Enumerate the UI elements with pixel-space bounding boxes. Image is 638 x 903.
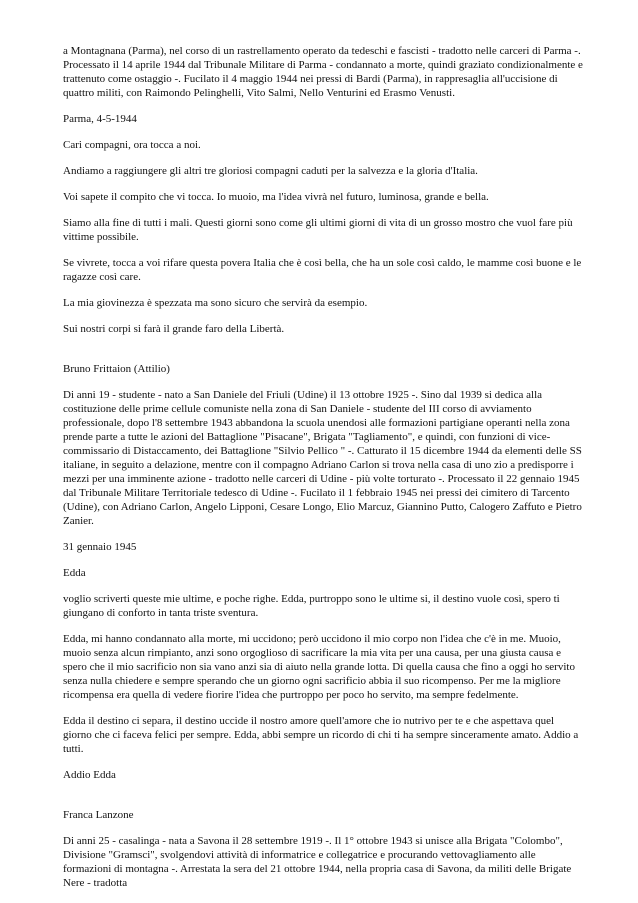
paragraph-letter-body: Se vivrete, tocca a voi rifare questa povera Italia che è così bella, che ha un sole così caldo, le mamme così buone e le ragazze così care. xyxy=(63,257,582,283)
paragraph-letter-closing: Sui nostri corpi si farà il grande faro della Libertà. xyxy=(63,323,285,335)
document-page xyxy=(63,44,583,902)
paragraph-biography-intro: a Montagnana (Parma), nel corso di un rastrellamento operato da tedeschi e fascisti - tradotto nelle carceri di Parma -. Processato il 14 aprile 1944 dal Tribunale Militare di Parma - condannato a morte, quindi graziato condizionalmente e trattenuto come ostaggio -. Fucilato il 4 maggio 1944 nei pressi di Bardi (Parma), in rappresaglia all'uccisione di quattro militi, con Raimondo Pelinghelli, Vito Salmi, Nello Venturini ed Erasmo Venusti. xyxy=(63,45,583,99)
person-heading: Bruno Frittaion (Attilio) xyxy=(63,363,170,375)
person-heading: Franca Lanzone xyxy=(63,809,134,821)
paragraph-letter-date: Parma, 4-5-1944 xyxy=(63,113,137,125)
paragraph-letter-body: Edda il destino ci separa, il destino uccide il nostro amore quell'amore che io nutrivo per te e che aspettava quel giorno che ci faceva felici per sempre. Edda, abbi sempre un ricordo di chi ti ha sempre sinceramente amato. Addio a tutti. xyxy=(63,715,579,755)
paragraph-letter-body: La mia giovinezza è spezzata ma sono sicuro che servirà da esempio. xyxy=(63,297,368,309)
paragraph-letter-date: 31 gennaio 1945 xyxy=(63,541,137,553)
paragraph-letter-body: Andiamo a raggiungere gli altri tre gloriosi compagni caduti per la salvezza e la gloria d'Italia. xyxy=(63,165,478,177)
paragraph-biography: Di anni 25 - casalinga - nata a Savona il 28 settembre 1919 -. Il 1° ottobre 1943 si unisce alla Brigata "Colombo", Divisione "Gramsci", svolgendovi attività di informatrice e collegatrice e procurando vettovagliamento alle formazioni di montagna -. Arrestata la sera del 21 ottobre 1944, nella propria casa di Savona, da militi delle Brigate Nere - tradotta xyxy=(63,835,572,889)
paragraph-letter-greeting: Edda xyxy=(63,567,86,579)
paragraph-letter-body: Edda, mi hanno condannato alla morte, mi uccidono; però uccidono il mio corpo non l'idea che c'è in me. Muoio, muoio senza alcun rimpianto, anzi sono orgoglioso di sacrificare la mia vita per una causa, per una giusta causa e spero che il mio sacrificio non sia vano anzi sia di aiuto nella grande lotta. Di quella causa che fino a oggi ho servito senza nulla chiedere e sempre sperando che un giorno ogni sacrificio abbia il suo ricompenso. Per me la migliore ricompensa era quella di vedere fiorire l'idea che purtroppo per poco ho servito, ma sempre fedelmente. xyxy=(63,633,575,701)
paragraph-letter-closing: Addio Edda xyxy=(63,769,116,781)
paragraph-letter-body: voglio scriverti queste mie ultime, e poche righe. Edda, purtroppo sono le ultime si, il destino vuole così, spero ti giungano di conforto in tanta triste sventura. xyxy=(63,593,560,619)
paragraph-letter-greeting: Cari compagni, ora tocca a noi. xyxy=(63,139,201,151)
paragraph-letter-body: Siamo alla fine di tutti i mali. Questi giorni sono come gli ultimi giorni di vita di un grosso mostro che vuol fare più vittime possibile. xyxy=(63,217,573,243)
paragraph-letter-body: Voi sapete il compito che vi tocca. Io muoio, ma l'idea vivrà nel futuro, luminosa, grande e bella. xyxy=(63,191,489,203)
paragraph-biography: Di anni 19 - studente - nato a San Daniele del Friuli (Udine) il 13 ottobre 1925 -. Sino dal 1939 si dedica alla costituzione delle prime cellule comuniste nella zona di San Daniele - studente del III corso di avviamento professionale, dopo l'8 settembre 1943 abbandona la scuola unendosi alle formazioni partigiane operanti nella zona prende parte a tutte le azioni del Battaglione "Pisacane", Brigata "Tagliamento", e quindi, con funzioni di vice-commissario di Distaccamento, dei Battaglione "Silvio Pellico " -. Catturato il 15 dicembre 1944 da elementi delle SS italiane, in seguito a delazione, mentre con il compagno Adriano Carlon si trova nella casa di uno zio a predisporre i mezzi per una imminente azione - tradotto nelle carceri di Udine - più volte torturato -. Processato il 22 gennaio 1945 dal Tribunale Militare Territoriale tedesco di Udine -. Fucilato il 1 febbraio 1945 nei pressi dei cimitero di Tarcento (Udine), con Adriano Carlon, Angelo Lipponi, Cesare Longo, Elio Marcuz, Giannino Putto, Calogero Zaffuto e Pietro Zanier. xyxy=(63,389,582,527)
